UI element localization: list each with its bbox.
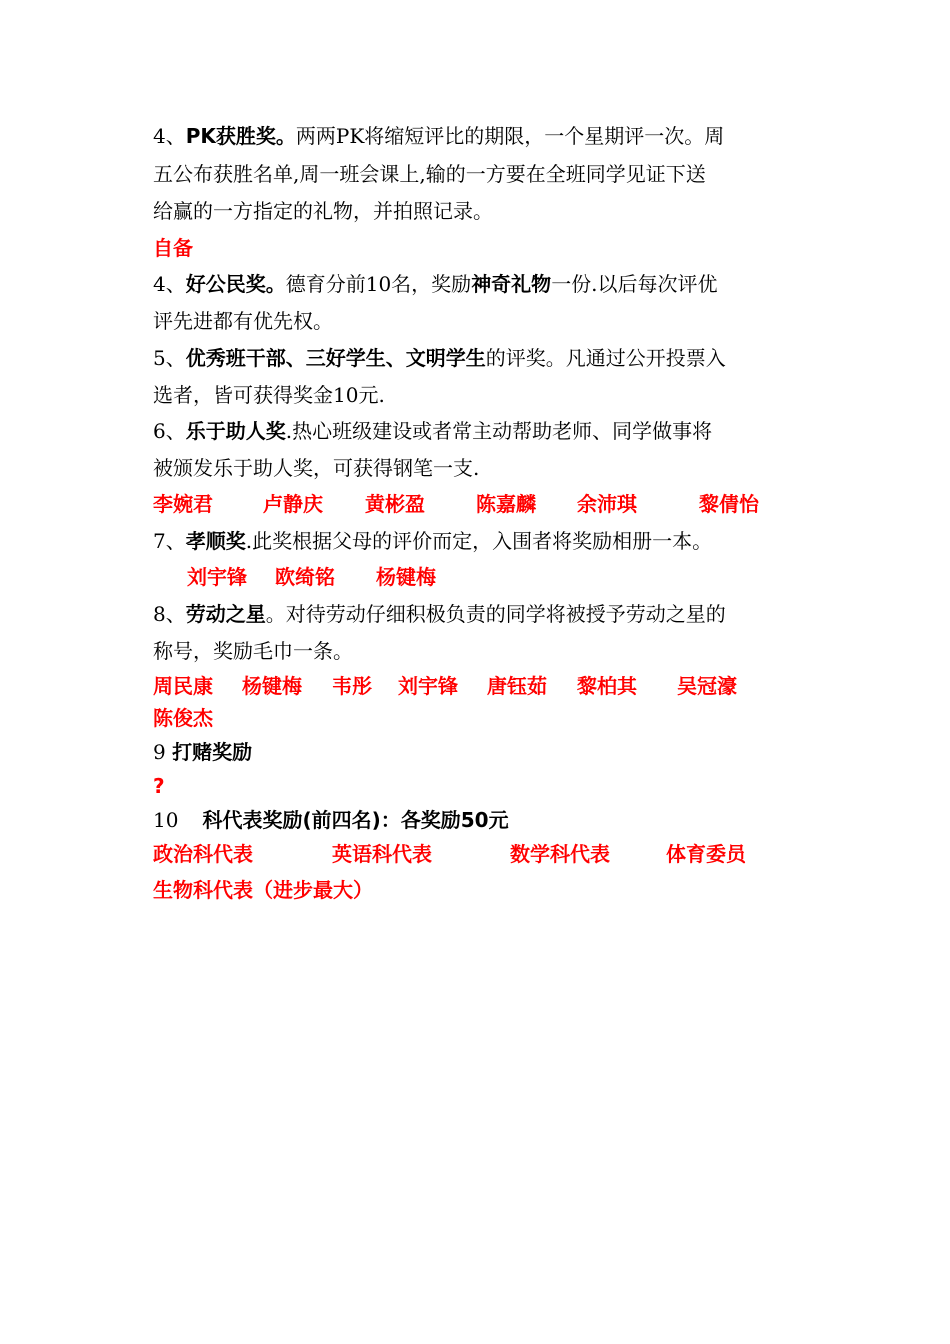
sec9-line1 [153,738,252,766]
sec7-line1 [153,527,712,555]
sec9-title: 打赌奖励 [172,740,253,764]
sec8-names [153,672,813,700]
sec10-line1 [153,806,509,834]
winner-name: 周民康 [153,674,213,698]
sec7-title: 孝顺奖 [185,529,246,553]
winner-name: 黎柏其 [577,674,637,698]
winner-name: 吴冠濠 [677,674,737,698]
sec8-names-line2: 陈俊杰 [153,706,213,730]
sec8-text: 。对待劳动仔细积极负责的同学将被授予劳动之星的 [265,602,726,626]
sec5-line2: 选者，皆可获得奖金10元. [153,383,385,407]
sec7-names [153,563,813,591]
sec8-num: 8、 [153,602,186,626]
sec5-num: 5、 [153,346,186,370]
winner-name: 刘宇锋 [187,565,247,589]
winner-name: 卢静庆 [263,492,323,516]
winner-name: 李婉君 [153,492,213,516]
winner-name: 杨键梅 [376,565,436,589]
sec4a-num: 4、 [153,124,186,148]
winner-name: 余沛琪 [577,492,637,516]
winner-name: 欧绮铭 [275,565,335,589]
sec4a-line3: 给赢的一方指定的礼物，并拍照记录。 [153,199,493,223]
sec8-line1 [153,600,726,628]
sec4b-title: 好公民奖。 [185,272,286,296]
sec4a-note: 自备 [153,236,193,260]
sec4b-text1: 德育分前10名，奖励 [285,272,472,296]
winner-name: 韦彤 [332,674,372,698]
winner-name: 刘宇锋 [398,674,458,698]
sec4b-text2: 一份.以后每次评优 [551,272,718,296]
sec4a-title: PK获胜奖。 [185,124,296,148]
sec7-num: 7、 [153,529,186,553]
sec4b-line1 [153,270,718,298]
sec5-line1 [153,344,726,372]
sec4b-bold: 神奇礼物 [471,272,552,296]
sec6-names [153,490,813,518]
sec8-title: 劳动之星 [185,602,266,626]
sec9-num: 9 [153,740,166,764]
sec9-note: ? [153,774,165,798]
sec6-title: 乐于助人奖 [185,419,286,443]
sec6-num: 6、 [153,419,186,443]
winner-name: 体育委员 [666,842,746,866]
winner-name: 唐钰茹 [487,674,547,698]
sec7-text: .此奖根据父母的评价而定，入围者将奖励相册一本。 [245,529,713,553]
sec10-num: 10 [153,808,179,832]
sec6-line2: 被颁发乐于助人奖，可获得钢笔一支. [153,456,480,480]
sec10-names-line2: 生物科代表（进步最大） [153,878,373,902]
sec4a-text: 两两PK将缩短评比的期限，一个星期评一次。周 [295,124,725,148]
winner-name: 杨键梅 [242,674,302,698]
sec5-title: 优秀班干部、三好学生、文明学生 [185,346,486,370]
sec4a-line1 [153,122,724,150]
sec10-names [153,840,813,868]
winner-name: 陈嘉麟 [476,492,536,516]
sec10-title: 科代表奖励(前四名)：各奖励50元 [202,808,509,832]
sec4b-num: 4、 [153,272,186,296]
sec4b-line2: 评先进都有优先权。 [153,309,333,333]
winner-name: 黄彬盈 [365,492,425,516]
sec6-text: .热心班级建设或者常主动帮助老师、同学做事将 [285,419,713,443]
sec6-line1 [153,417,712,445]
sec5-text: 的评奖。凡通过公开投票入 [485,346,726,370]
winner-name: 英语科代表 [332,842,432,866]
winner-name: 政治科代表 [153,842,253,866]
winner-name: 数学科代表 [510,842,610,866]
sec8-line2: 称号，奖励毛巾一条。 [153,639,353,663]
winner-name: 黎倩怡 [699,492,759,516]
sec4a-line2: 五公布获胜名单,周一班会课上,输的一方要在全班同学见证下送 [153,162,706,186]
